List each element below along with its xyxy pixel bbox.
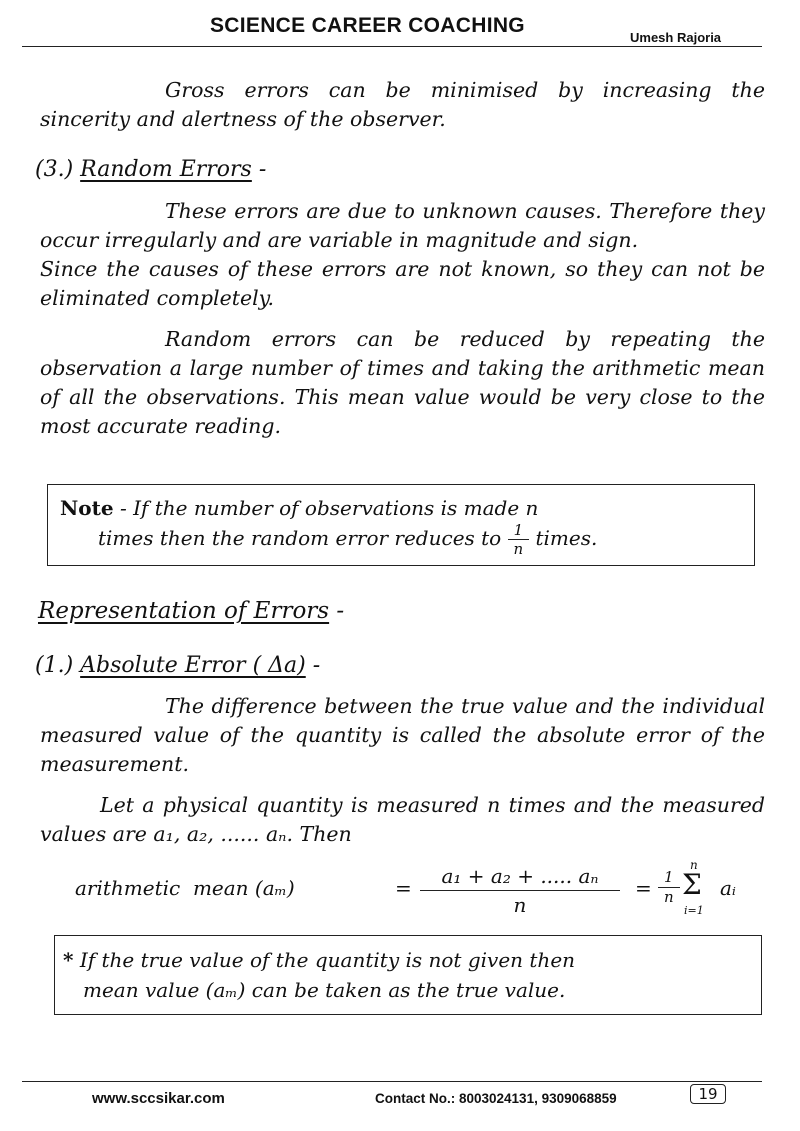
- absolute-heading-dash: -: [312, 653, 321, 678]
- formula-equals-1: =: [395, 876, 412, 900]
- absolute-paragraph-1: The difference between the true value and the individual measured value of the quantity is called the absolute error of the measurement.: [40, 694, 765, 776]
- star-note-box: [54, 935, 762, 1015]
- note-dash: -: [119, 496, 127, 520]
- random-paragraph-3: Random errors can be reduced by repeating the observation a large number of times and taking the arithmetic mean of all the observations. This mean value would be very close to the most accurate reading.: [40, 327, 765, 438]
- random-heading-title: Random Errors: [80, 157, 252, 182]
- footer-rule: [22, 1081, 762, 1082]
- random-errors-heading: [35, 157, 266, 182]
- page-number: 19: [690, 1084, 726, 1104]
- formula-sum-symbol: Σ: [682, 868, 702, 901]
- formula-frac-num: 1: [658, 870, 680, 888]
- random-heading-number: (3.): [35, 157, 74, 182]
- header-author: Umesh Rajoria: [630, 30, 722, 45]
- note-frac-num: 1: [508, 523, 530, 540]
- star-note-line-1: [63, 945, 751, 975]
- header-rule: [22, 46, 762, 47]
- formula-frac-den: n: [663, 888, 674, 906]
- note-line-1: [60, 493, 744, 523]
- formula-denominator: n: [513, 893, 527, 917]
- random-paragraph-1: These errors are due to unknown causes. Therefore they occur irregularly and are variable in magnitude and sign.: [40, 199, 765, 252]
- gross-errors-paragraph: [40, 76, 765, 134]
- formula-numerator: a₁ + a₂ + ..... aₙ: [420, 864, 620, 891]
- note-line-2: [60, 523, 744, 556]
- header-title: SCIENCE CAREER COACHING: [210, 14, 525, 37]
- absolute-heading-number: (1.): [35, 653, 74, 678]
- absolute-heading-title: Absolute Error ( Δa): [80, 653, 306, 678]
- footer-contact: Contact No.: 8003024131, 9309068859: [375, 1091, 617, 1106]
- formula-fraction: [420, 864, 620, 917]
- absolute-error-heading: [35, 653, 320, 678]
- formula-lhs: arithmetic mean (aₘ): [75, 876, 295, 900]
- formula-one-over-n: [658, 870, 680, 905]
- note-fraction: [508, 523, 530, 556]
- formula-term: aᵢ: [720, 876, 736, 900]
- representation-dash: -: [336, 598, 345, 624]
- arithmetic-mean-formula: [75, 858, 775, 938]
- note-text-3: times.: [535, 526, 598, 550]
- absolute-paragraph-2: Let a physical quantity is measured n times and the measured values are a₁, a₂, ...... aₙ. Then: [40, 793, 765, 846]
- random-paragraph-2: Since the causes of these errors are not known, so they can not be eliminated completely.: [40, 257, 765, 310]
- note-frac-den: n: [513, 540, 524, 558]
- star-note-text-1: If the true value of the quantity is not given then: [79, 948, 576, 972]
- note-box: [47, 484, 755, 566]
- random-heading-dash: -: [258, 157, 267, 182]
- absolute-error-body: [40, 692, 765, 849]
- formula-sum-top: n: [690, 858, 698, 872]
- formula-equals-2: =: [635, 876, 652, 900]
- random-errors-body: [40, 197, 765, 441]
- note-label: Note: [60, 496, 114, 520]
- note-text-2: times then the random error reduces to: [98, 526, 502, 550]
- star-note-text-2: mean value (aₘ) can be taken as the true value.: [83, 978, 566, 1002]
- star-icon: *: [63, 948, 74, 972]
- gross-errors-text: Gross errors can be minimised by increasing the sincerity and alertness of the observer.: [40, 78, 765, 131]
- formula-sum-bottom: i=1: [684, 904, 704, 917]
- note-text-1: If the number of observations is made n: [133, 496, 539, 520]
- representation-title: Representation of Errors: [38, 598, 330, 624]
- footer-website[interactable]: www.sccsikar.com: [92, 1090, 225, 1107]
- representation-heading: [38, 598, 344, 624]
